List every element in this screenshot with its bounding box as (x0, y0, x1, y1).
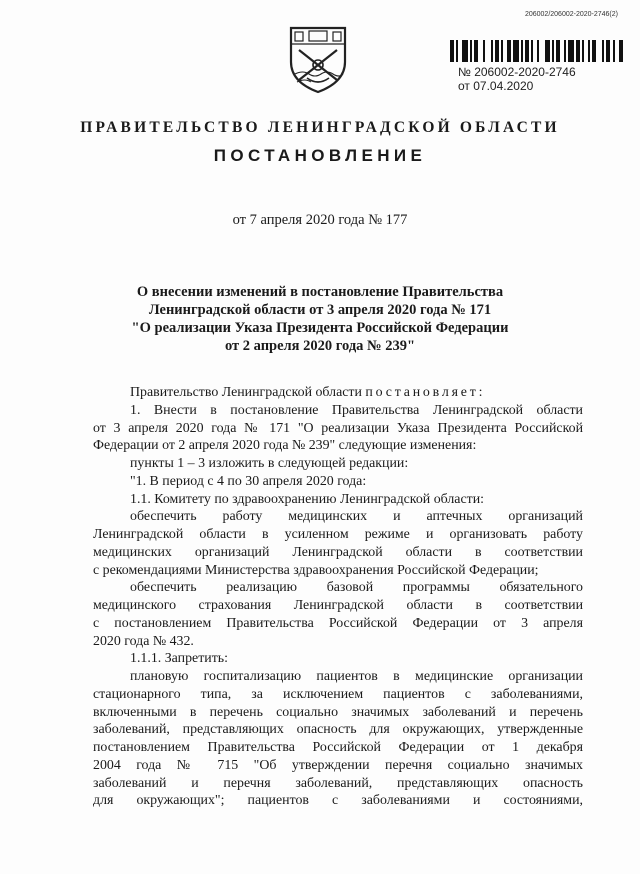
body-line: обеспечить работу медицинских и аптечных организаций (130, 509, 583, 525)
body-line: заболеваний и перечня заболеваний, представляющих опасность (93, 775, 583, 791)
coat-of-arms-icon (287, 22, 349, 94)
body-line: постановлением Правительства Российской Федерации от 1 декабря (93, 740, 583, 755)
document-body (93, 384, 583, 810)
body-line: с постановлением Правительства Российской Федерации от 3 апреля (93, 615, 583, 631)
registration-number: № 206002-2020-2746 (458, 65, 576, 79)
body-text-run: Правительство Ленинградской области (130, 385, 362, 400)
body-line: Федерации от 2 апреля 2020 года № 239" следующие изменения: (93, 438, 477, 454)
body-line: от 3 апреля 2020 года № 171 "О реализации Указа Президента Российской (93, 420, 583, 436)
body-line: включенными в перечень социально значимых заболеваний и перечень (93, 704, 583, 720)
registration-date: от 07.04.2020 (458, 79, 534, 93)
body-line: 1.1.1. Запретить: (130, 651, 228, 667)
body-line: 1.1. Комитету по здравоохранению Ленинградской области: (130, 491, 484, 507)
body-line: "1. В период с 4 по 30 апреля 2020 года: (130, 473, 367, 489)
body-line: медицинских организаций Ленинградской области в соответствии (93, 544, 583, 560)
document-subject (100, 283, 540, 355)
subject-line: О внесении изменений в постановление Правительства (136, 284, 504, 300)
subject-line: от 2 апреля 2020 года № 239" (224, 338, 416, 354)
body-line: Ленинградской области в усиленном режиме и организовать работу (93, 527, 583, 542)
body-line: пункты 1 – 3 изложить в следующей редакции: (130, 456, 409, 471)
document-date-line: от 7 апреля 2020 года № 177 (232, 212, 408, 228)
document-type: ПОСТАНОВЛЕНИЕ (213, 146, 427, 165)
barcode-bar (623, 40, 625, 62)
body-line: плановую госпитализацию пациентов в медицинские организации (130, 669, 583, 684)
document-id: 206002/206002-2020-2746(2) (524, 11, 618, 18)
barcode (450, 40, 625, 62)
body-line: 1. Внести в постановление Правительства Ленинградской области (130, 402, 583, 418)
body-line: с рекомендациями Министерства здравоохранения Российской Федерации; (93, 562, 539, 578)
subject-line: "О реализации Указа Президента Российской Федерации (131, 320, 509, 336)
body-text-run: постановляет: (365, 385, 486, 400)
body-line: 2004 года № 715 "Об утверждении перечня социально значимых (93, 757, 583, 773)
body-line: медицинского страхования Ленинградской области в соответствии (93, 598, 583, 613)
government-title: ПРАВИТЕЛЬСТВО ЛЕНИНГРАДСКОЙ ОБЛАСТИ (80, 119, 560, 136)
body-line: 2020 года № 432. (93, 633, 194, 649)
body-line: обеспечить реализацию базовой программы обязательного (130, 580, 583, 596)
body-line: для окружающих"; пациентов с заболеваниями и состояниями, (93, 793, 583, 809)
subject-line: Ленинградской области от 3 апреля 2020 года № 171 (148, 302, 492, 318)
body-line (93, 384, 583, 402)
registration-stamp (458, 65, 576, 93)
body-line: стационарного типа, за исключением пациентов с заболеваниями, (93, 686, 583, 702)
body-line: заболеваний, представляющих опасность для окружающих, утвержденные (93, 722, 583, 738)
